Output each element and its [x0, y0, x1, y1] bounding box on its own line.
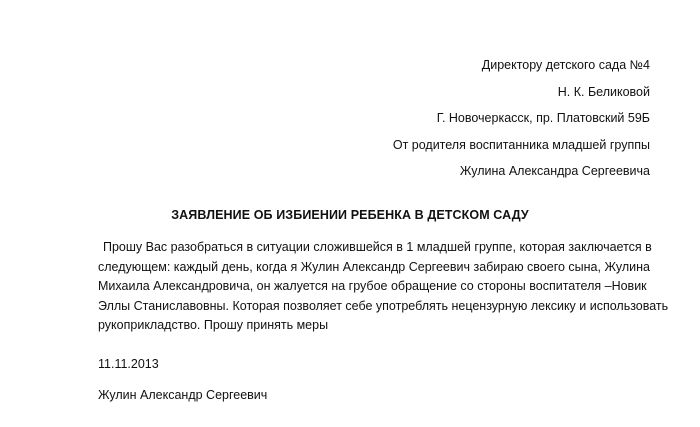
body-line: Прошу Вас разобраться в ситуации сложившейся в 1 младшей группе, которая заключается в [103, 240, 652, 254]
addressee-block [393, 52, 650, 185]
body-line: Михаила Александровича, он жалуется на грубое обращение со стороны воспитателя –Новик [98, 279, 647, 294]
addressee-recipient-title: Директору детского сада №4 [481, 58, 650, 72]
addressee-address: Г. Новочеркасск, пр. Платовский 59Б [436, 111, 650, 125]
document-date: 11.11.2013 [98, 357, 159, 371]
body-line: следующем: каждый день, когда я Жулин Александр Сергеевич забираю своего сына, Жулина [98, 259, 650, 274]
document-title: ЗАЯВЛЕНИЕ ОБ ИЗБИЕНИИ РЕБЕНКА В ДЕТСКОМ САДУ [171, 208, 529, 222]
signature-name: Жулин Александр Сергеевич [98, 388, 268, 402]
addressee-sender-role: От родителя воспитанника младшей группы [392, 137, 650, 152]
body-line: рукоприкладство. Прошу принять меры [98, 318, 329, 333]
addressee-sender-name: Жулина Александра Сергеевича [459, 164, 650, 178]
statement-body [98, 238, 669, 336]
body-line: Эллы Станиславовны. Которая позволяет себе употреблять нецензурную лексику и использовать [98, 298, 669, 313]
addressee-recipient-name: Н. К. Беликовой [557, 84, 650, 99]
